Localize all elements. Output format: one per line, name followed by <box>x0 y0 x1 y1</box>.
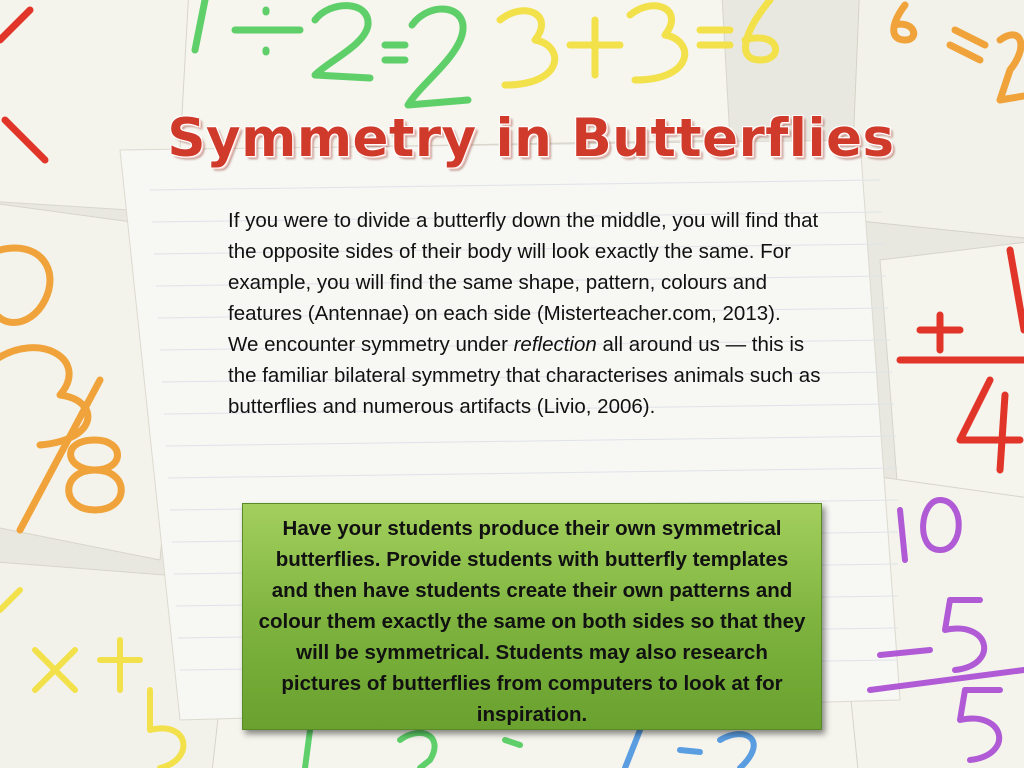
paragraph-reflection-end: all around us — this is the familiar bilateral symmetry that characterises animals such as butterflies and numerous artifacts (Livio, 2006). <box>228 333 821 418</box>
paragraph-definition: If you were to divide a butterfly down the middle, you will find that the opposite sides of their body will look exactly the same. For example, you will find the same shape, pattern, colours and features (Antennae) on each side (Misterteacher.com, 2013). <box>228 209 819 325</box>
paragraph-reflection-start: We encounter symmetry under <box>228 333 514 356</box>
activity-callout-box: Have your students produce their own symmetrical butterflies. Provide students with butterfly templates and then have students create their own patterns and colour them exactly the same on both sides so that they will be symmetrical. Students may also research pictures of butterflies from computers to look at for inspiration. <box>242 503 822 730</box>
slide-title: Symmetry in Butterflies <box>167 108 895 169</box>
reflection-emphasis: reflection <box>513 333 597 356</box>
body-text <box>228 205 838 422</box>
paragraph-reflection <box>228 329 838 422</box>
